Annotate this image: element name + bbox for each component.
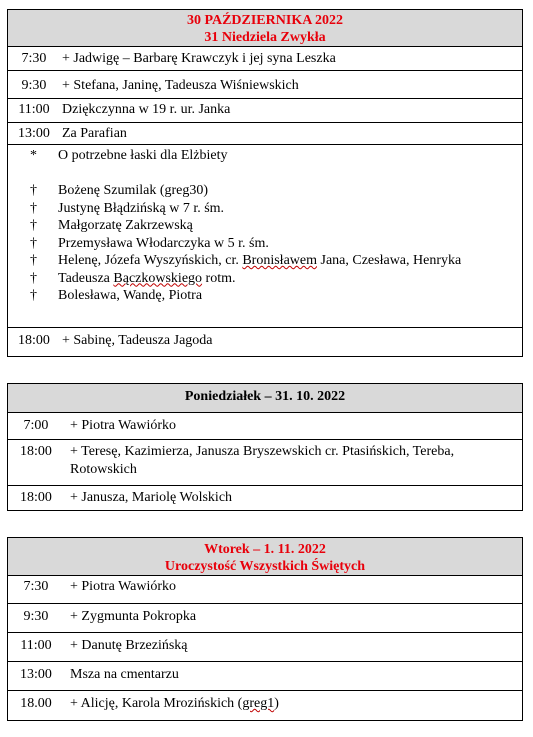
intention-text: Bolesława, Wandę, Piotra: [58, 288, 203, 303]
cross-icon: †: [30, 183, 37, 198]
mass-time: 7:30: [23, 579, 49, 594]
list-item: [30, 235, 461, 253]
intention-text: Helenę, Józefa Wyszyńskich, cr. Bronisławem Jana, Czesława, Henryka: [58, 253, 462, 268]
list-item: [30, 200, 461, 218]
mass-time: 7:00: [23, 418, 49, 433]
tuesday-title: Wtorek – 1. 11. 2022: [204, 542, 326, 557]
table-row: [8, 99, 522, 123]
list-item: [30, 252, 461, 270]
mass-intention: + Zygmunta Pokropka: [70, 609, 197, 624]
mass-intention: + Danutę Brzezińską: [70, 638, 188, 653]
mass-intention: + Piotra Wawiórko: [70, 579, 177, 594]
sunday-subtitle: 31 Niedziela Zwykła: [204, 30, 326, 45]
cross-icon: †: [30, 235, 37, 251]
list-item: [30, 287, 461, 305]
sunday-schedule: [7, 9, 523, 357]
mass-intention: + Teresę, Kazimierza, Janusza Bryszewskich cr. Ptasińskich, Tereba, Rotowskich: [70, 444, 455, 477]
cross-icon: †: [30, 218, 37, 233]
mass-intention: Msza na cmentarzu: [70, 667, 179, 682]
mass-intention: + Alicję, Karola Mrozińskich (greg1): [70, 696, 279, 711]
list-item: [30, 147, 461, 165]
mass-intention: Dziękczynna w 19 r. ur. Janka: [62, 102, 231, 117]
intention-text: O potrzebne łaski dla Elżbiety: [58, 148, 228, 163]
mass-time: 13:00: [18, 126, 50, 141]
tuesday-schedule: [7, 537, 523, 721]
mass-time: 13:00: [20, 667, 52, 682]
mass-time: 18:00: [20, 444, 52, 459]
intentions-list: [8, 145, 522, 328]
mass-time: 18:00: [20, 490, 52, 505]
cross-icon: †: [30, 253, 37, 268]
table-row: [8, 691, 522, 720]
table-row: [8, 633, 522, 662]
tuesday-header: [8, 538, 522, 576]
mass-time: 7:30: [21, 51, 47, 66]
sunday-title: 30 PAŹDZIERNIKA 2022: [186, 13, 344, 28]
monday-title: Poniedziałek – 31. 10. 2022: [184, 389, 346, 404]
mass-intention: + Janusza, Mariolę Wolskich: [70, 490, 233, 505]
intention-text: Małgorzatę Zakrzewską: [58, 218, 193, 233]
intention-text: Bożenę Szumilak (greg30): [58, 183, 209, 198]
cross-icon: †: [30, 288, 37, 303]
table-row: [8, 123, 522, 145]
list-item: [30, 182, 461, 200]
mass-intention: + Sabinę, Tadeusza Jagoda: [62, 333, 213, 348]
intention-text: Przemysława Włodarczyka w 5 r. śm.: [58, 235, 269, 251]
sunday-header: [8, 10, 522, 47]
table-row: [8, 71, 522, 99]
list-item: [30, 217, 461, 235]
mass-time: 11:00: [20, 638, 52, 653]
table-row: [8, 413, 522, 440]
monday-schedule: [7, 383, 523, 511]
mass-time: 11:00: [18, 102, 50, 117]
tuesday-subtitle: Uroczystość Wszystkich Świętych: [164, 559, 366, 574]
table-row: [8, 47, 522, 71]
list-item: [30, 270, 461, 288]
mass-time: 18.00: [20, 696, 52, 711]
mass-intention: + Jadwigę – Barbarę Krawczyk i jej syna Leszka: [62, 51, 336, 66]
intention-text: Justynę Błądzińską w 7 r. śm.: [58, 200, 225, 216]
cross-icon: †: [30, 270, 37, 286]
mass-time: 9:30: [21, 78, 47, 93]
table-row: [8, 486, 522, 510]
mass-time: 18:00: [18, 333, 50, 348]
table-row: [8, 662, 522, 691]
cross-icon: †: [30, 200, 37, 216]
star-icon: *: [30, 148, 37, 163]
mass-intention: + Stefana, Janinę, Tadeusza Wiśniewskich: [62, 78, 299, 93]
monday-header: [8, 384, 522, 413]
table-row: [8, 440, 522, 486]
intention-text: Tadeusza Bączkowskiego rotm.: [58, 270, 236, 286]
intentions-list-body: [8, 145, 461, 327]
mass-intention: Za Parafian: [62, 126, 127, 141]
table-row: [8, 604, 522, 633]
mass-intention: + Piotra Wawiórko: [70, 418, 177, 433]
table-row: [8, 328, 522, 354]
table-row: [8, 576, 522, 604]
mass-time: 9:30: [23, 609, 49, 624]
